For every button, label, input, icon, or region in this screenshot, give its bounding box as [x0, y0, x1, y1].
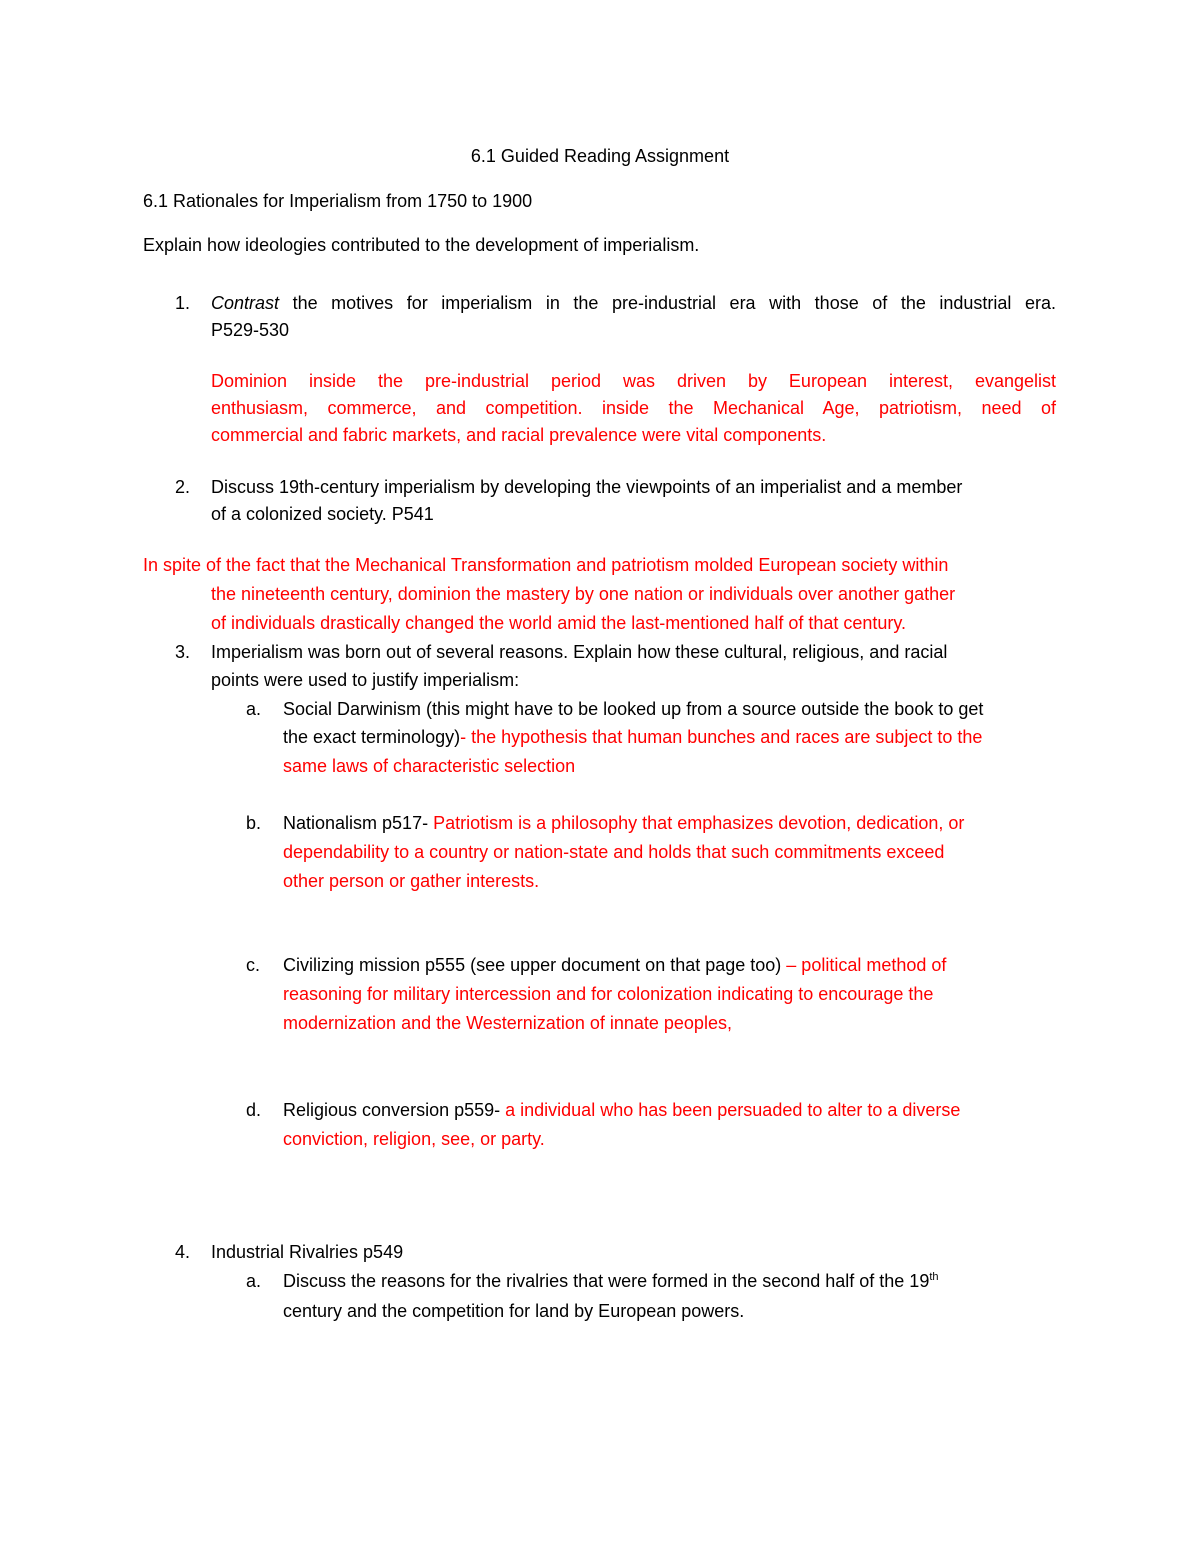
q4a-superscript: th — [929, 1271, 939, 1283]
q2-number: 2. — [175, 477, 191, 497]
q3c-line-1 — [283, 956, 946, 974]
q1-number: 1. — [175, 293, 191, 313]
q3a-line-3: same laws of characteristic selection — [283, 756, 576, 776]
q3b-line-1 — [283, 814, 964, 832]
q3a-line-2 — [283, 728, 982, 746]
q3c-line-2: reasoning for military intercession and for colonization indicating to encourage the — [283, 984, 934, 1004]
q3c-line-1-answer: – political method of — [781, 955, 947, 975]
q3-line-1: Imperialism was born out of several reasons. Explain how these cultural, religious, and racial — [211, 642, 948, 662]
page-title: 6.1 Guided Reading Assignment — [470, 146, 730, 166]
q3b-line-1-prompt: Nationalism p517- — [283, 813, 429, 833]
q4a-line-1 — [283, 1272, 939, 1290]
q3a-line-2-answer: - the hypothesis that human bunches and races are subject to the — [460, 727, 983, 747]
q3a-line-2-prompt: the exact terminology) — [283, 727, 461, 747]
q1-answer-line-1: Dominion inside the pre-industrial period was driven by European interest, evangelist — [211, 371, 1056, 391]
q1-line-1-rest: the motives for imperialism in the pre-industrial era with those of the industrial era. — [279, 293, 1056, 313]
q3c-line-1-prompt: Civilizing mission p555 (see upper document on that page too) — [283, 955, 782, 975]
q3b-line-1-answer: Patriotism is a philosophy that emphasizes devotion, dedication, or — [428, 813, 965, 833]
q1-line-1 — [211, 294, 1056, 312]
q1-line-2: P529-530 — [211, 320, 290, 340]
q4a-letter: a. — [246, 1271, 262, 1291]
q3d-line-1-answer: a individual who has been persuaded to alter to a diverse — [500, 1100, 961, 1120]
q1-answer-line-2: enthusiasm, commerce, and competition. inside the Mechanical Age, patriotism, need of — [211, 398, 1056, 418]
q4a-line-2: century and the competition for land by European powers. — [283, 1301, 745, 1321]
q1-answer-line-3: commercial and fabric markets, and racial prevalence were vital components. — [211, 425, 827, 445]
q3-number: 3. — [175, 642, 191, 662]
q3d-letter: d. — [246, 1100, 262, 1120]
q2-answer-line-2: the nineteenth century, dominion the mastery by one nation or individuals over another gather — [211, 584, 956, 604]
q3d-line-1-prompt: Religious conversion p559- — [283, 1100, 501, 1120]
q3c-letter: c. — [246, 955, 261, 975]
q3a-line-1: Social Darwinism (this might have to be looked up from a source outside the book to get — [283, 699, 984, 719]
q4a-line-1-text: Discuss the reasons for the rivalries that were formed in the second half of the 19 — [283, 1271, 930, 1291]
q3c-line-3: modernization and the Westernization of innate peoples, — [283, 1013, 732, 1033]
q3b-line-2: dependability to a country or nation-state and holds that such commitments exceed — [283, 842, 945, 862]
q3d-line-2: conviction, religion, see, or party. — [283, 1129, 545, 1149]
intro-prompt: Explain how ideologies contributed to the development of imperialism. — [143, 235, 700, 255]
q3d-line-1 — [283, 1101, 960, 1119]
section-heading: 6.1 Rationales for Imperialism from 1750 to 1900 — [143, 191, 533, 211]
q2-line-1: Discuss 19th-century imperialism by developing the viewpoints of an imperialist and a member — [211, 477, 963, 497]
q3b-letter: b. — [246, 813, 262, 833]
q3-line-2: points were used to justify imperialism: — [211, 670, 520, 690]
q4-number: 4. — [175, 1242, 191, 1262]
q3a-letter: a. — [246, 699, 262, 719]
q2-answer-line-1: In spite of the fact that the Mechanical Transformation and patriotism molded European society within — [143, 555, 949, 575]
q2-answer-line-3: of individuals drastically changed the world amid the last-mentioned half of that century. — [211, 613, 907, 633]
q4-line-1: Industrial Rivalries p549 — [211, 1242, 404, 1262]
q2-line-2: of a colonized society. P541 — [211, 504, 434, 524]
q1-emphasis: Contrast — [211, 293, 280, 313]
q3b-line-3: other person or gather interests. — [283, 871, 540, 891]
